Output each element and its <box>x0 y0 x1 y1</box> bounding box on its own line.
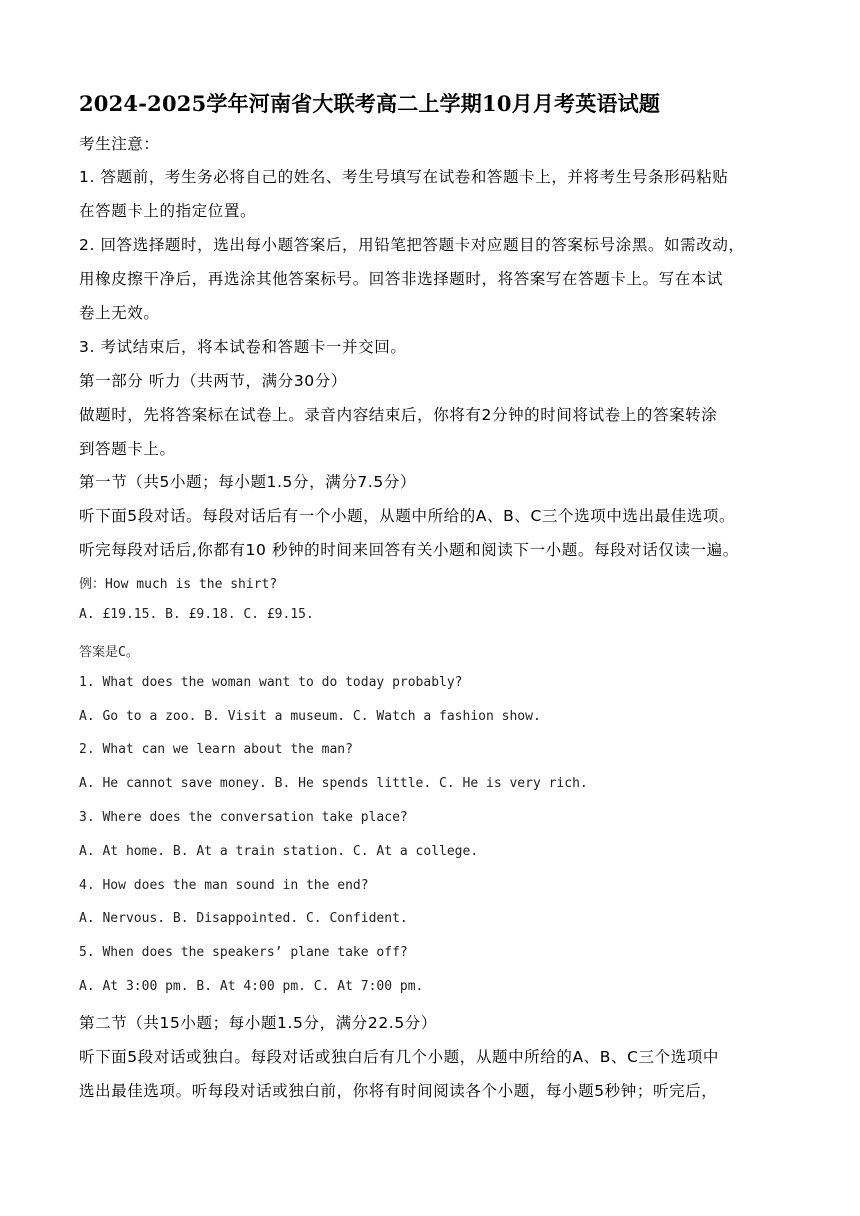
notice-item-2-line-3: 卷上无效。 <box>79 304 160 322</box>
question-2: 2. What can we learn about the man? <box>79 742 353 757</box>
notice-item-2-line-2: 用橡皮擦干净后，再选涂其他答案标号。回答非选择题时，将答案写在答题卡上。写在本试 <box>79 270 724 288</box>
notice-item-1-line-1: 1. 答题前，考生务必将自己的姓名、考生号填写在试卷和答题卡上，并将考生号条形码粘贴 <box>79 168 729 186</box>
notice-item-3: 3. 考试结束后，将本试卷和答题卡一并交回。 <box>79 338 407 356</box>
part1-instruction-line-2: 到答题卡上。 <box>79 440 176 458</box>
question-1-options: A. Go to a zoo. B. Visit a museum. C. Watch a fashion show. <box>79 709 541 724</box>
example-options: A. £19.15. B. £9.18. C. £9.15. <box>79 607 314 622</box>
notice-item-2-line-1: 2. 回答选择题时，选出每小题答案后，用铅笔把答题卡对应题目的答案标号涂黑。如需改动， <box>79 236 745 254</box>
section1-instruction-line-2: 听完每段对话后,你都有10 秒钟的时间来回答有关小题和阅读下一小题。每段对话仅读一遍。 <box>79 541 739 559</box>
question-4-options: A. Nervous. B. Disappointed. C. Confident. <box>79 911 408 926</box>
section2-instruction-line-2: 选出最佳选项。听每段对话或独白前，你将有时间阅读各个小题，每小题5秒钟；听完后， <box>79 1082 718 1100</box>
question-1: 1. What does the woman want to do today probably? <box>79 675 463 690</box>
question-3: 3. Where does the conversation take place? <box>79 810 408 825</box>
question-4: 4. How does the man sound in the end? <box>79 878 369 893</box>
notice-item-1-line-2: 在答题卡上的指定位置。 <box>79 202 257 220</box>
notice-heading: 考生注意： <box>79 135 160 153</box>
example-answer: 答案是C。 <box>79 645 139 660</box>
question-2-options: A. He cannot save money. B. He spends little. C. He is very rich. <box>79 776 588 791</box>
section1-heading: 第一节（共5小题；每小题1.5分，满分7.5分） <box>79 473 417 491</box>
question-5: 5. When does the speakers’ plane take off? <box>79 945 408 960</box>
part1-heading: 第一部分 听力（共两节，满分30分） <box>79 372 347 390</box>
question-5-options: A. At 3:00 pm. B. At 4:00 pm. C. At 7:00 pm. <box>79 979 424 994</box>
section2-instruction-line-1: 听下面5段对话或独白。每段对话或独白后有几个小题，从题中所给的A、B、C三个选项中 <box>79 1048 720 1066</box>
part1-instruction-line-1: 做题时，先将答案标在试卷上。录音内容结束后，你将有2分钟的时间将试卷上的答案转涂 <box>79 406 718 424</box>
section2-heading: 第二节（共15小题；每小题1.5分，满分22.5分） <box>79 1014 437 1032</box>
document-title: 2024-2025学年河南省大联考高二上学期10月月考英语试题 <box>79 91 661 116</box>
question-3-options: A. At home. B. At a train station. C. At a college. <box>79 844 479 859</box>
example-question: 例：How much is the shirt? <box>79 577 278 592</box>
section1-instruction-line-1: 听下面5段对话。每段对话后有一个小题，从题中所给的A、B、C三个选项中选出最佳选项。 <box>79 507 736 525</box>
